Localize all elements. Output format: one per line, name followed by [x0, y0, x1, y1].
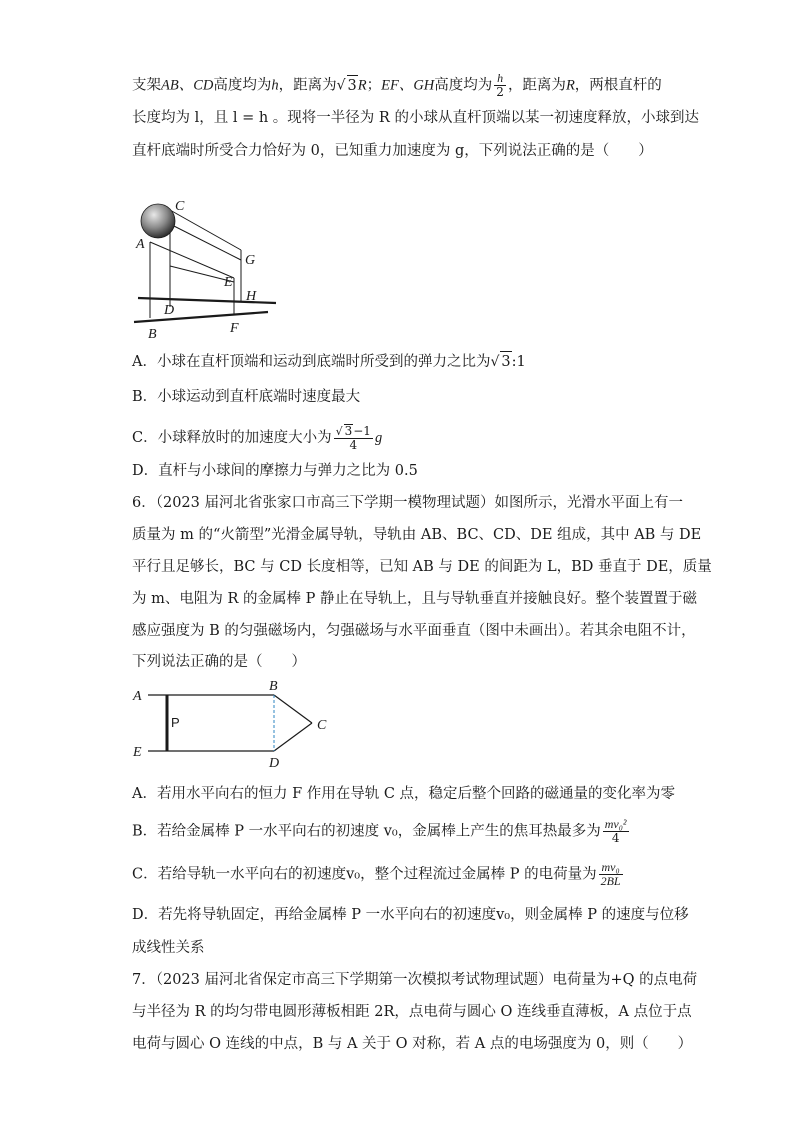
- label-p: P: [171, 715, 180, 730]
- q7-line-2: 与半径为 R 的均匀带电圆形薄板相距 2R，点电荷与圆心 O 连线垂直薄板，A 点位于点: [132, 1004, 692, 1020]
- label-c: C: [317, 718, 327, 733]
- rail-cd: [274, 723, 312, 751]
- q6-line-6: 下列说法正确的是（ ）: [132, 654, 306, 670]
- label-d: D: [164, 303, 175, 318]
- label-b: B: [148, 327, 157, 342]
- q5-option-c: C．小球释放时的加速度大小为 $\frac{√ 3-1}{4}$ g: [132, 424, 383, 452]
- q6-figure: [130, 680, 340, 772]
- q6-option-d-line-1: D．若先将导轨固定，再给金属棒 P 一水平向右的初速度v₀，则金属棒 P 的速度与位移: [132, 907, 689, 923]
- q6-option-b: B．若给金属棒 P 一水平向右的初速度 v₀，金属棒上产生的焦耳热最多为 $\frac{\text{mv₀²}}{4}$: [132, 817, 627, 845]
- q7-line-1: 7．（2023 届河北省保定市高三下学期第一次模拟考试物理试题）电荷量为+Q 的点电荷: [132, 972, 698, 988]
- label-b: B: [269, 680, 278, 694]
- label-a: A: [136, 237, 145, 252]
- label-e: E: [133, 745, 142, 760]
- label-a: A: [133, 689, 142, 704]
- rail-top: [170, 210, 241, 250]
- q5-line-3: 直杆底端时所受合力恰好为 0，已知重力加速度为 g，下列说法正确的是（ ）: [132, 143, 653, 159]
- label-h: H: [246, 289, 257, 304]
- q5-option-d: D．直杆与小球间的摩擦力与弹力之比为 0.5: [132, 463, 418, 479]
- q5-line-1: 支架AB、CD高度均为h，距离为√ 3R；EF、GH高度均为 $\frac{h}{2}$ ，距离为R，两根直杆的: [132, 71, 662, 99]
- q5-option-a: A．小球在直杆顶端和运动到底端时所受到的弹力之比为√ 3:1: [132, 351, 526, 372]
- ground-line-lower: [134, 312, 268, 322]
- label-f: F: [230, 321, 239, 336]
- label-g: G: [245, 253, 256, 268]
- label-e: E: [224, 275, 233, 290]
- q6-line-2: 质量为 m 的“火箭型”光滑金属导轨，导轨由 AB、BC、CD、DE 组成，其中 AB 与 DE: [132, 527, 702, 543]
- q6-option-c: C．若给导轨一水平向右的初速度v₀，整个过程流过金属棒 P 的电荷量为 $\frac{\text{mv₀}}{2BL}$: [132, 860, 621, 888]
- q6-line-3: 平行且足够长，BC 与 CD 长度相等，已知 AB 与 DE 的间距为 L，BD 垂直于 DE，质量: [132, 559, 712, 575]
- q6-option-d-line-2: 成线性关系: [132, 940, 205, 956]
- q5-option-b: B．小球运动到直杆底端时速度最大: [132, 389, 361, 405]
- q6-line-4: 为 m、电阻为 R 的金属棒 P 静止在导轨上，且与导轨垂直并接触良好。整个装置置于磁: [132, 591, 697, 607]
- q6-line-5: 感应强度为 B 的匀强磁场内，匀强磁场与水平面垂直（图中未画出）。若其余电阻不计，: [132, 623, 696, 639]
- rail-a-e: [150, 242, 234, 278]
- label-d: D: [269, 756, 280, 771]
- ball: [141, 204, 175, 238]
- q7-line-3: 电荷与圆心 O 连线的中点，B 与 A 关于 O 对称，若 A 点的电场强度为 0，则（ ）: [132, 1036, 693, 1052]
- q5-figure: [128, 192, 278, 342]
- rail-bc: [274, 695, 312, 723]
- q6-option-a: A．若用水平向右的恒力 F 作用在导轨 C 点，稳定后整个回路的磁通量的变化率为零: [132, 786, 676, 802]
- label-c: C: [175, 199, 185, 214]
- q6-line-1: 6．（2023 届河北省张家口市高三下学期一模物理试题）如图所示，光滑水平面上有一: [132, 495, 683, 511]
- q5-line-2: 长度均为 l，且 l = h 。现将一半径为 R 的小球从直杆顶端以某一初速度释放，小球到达: [132, 110, 699, 126]
